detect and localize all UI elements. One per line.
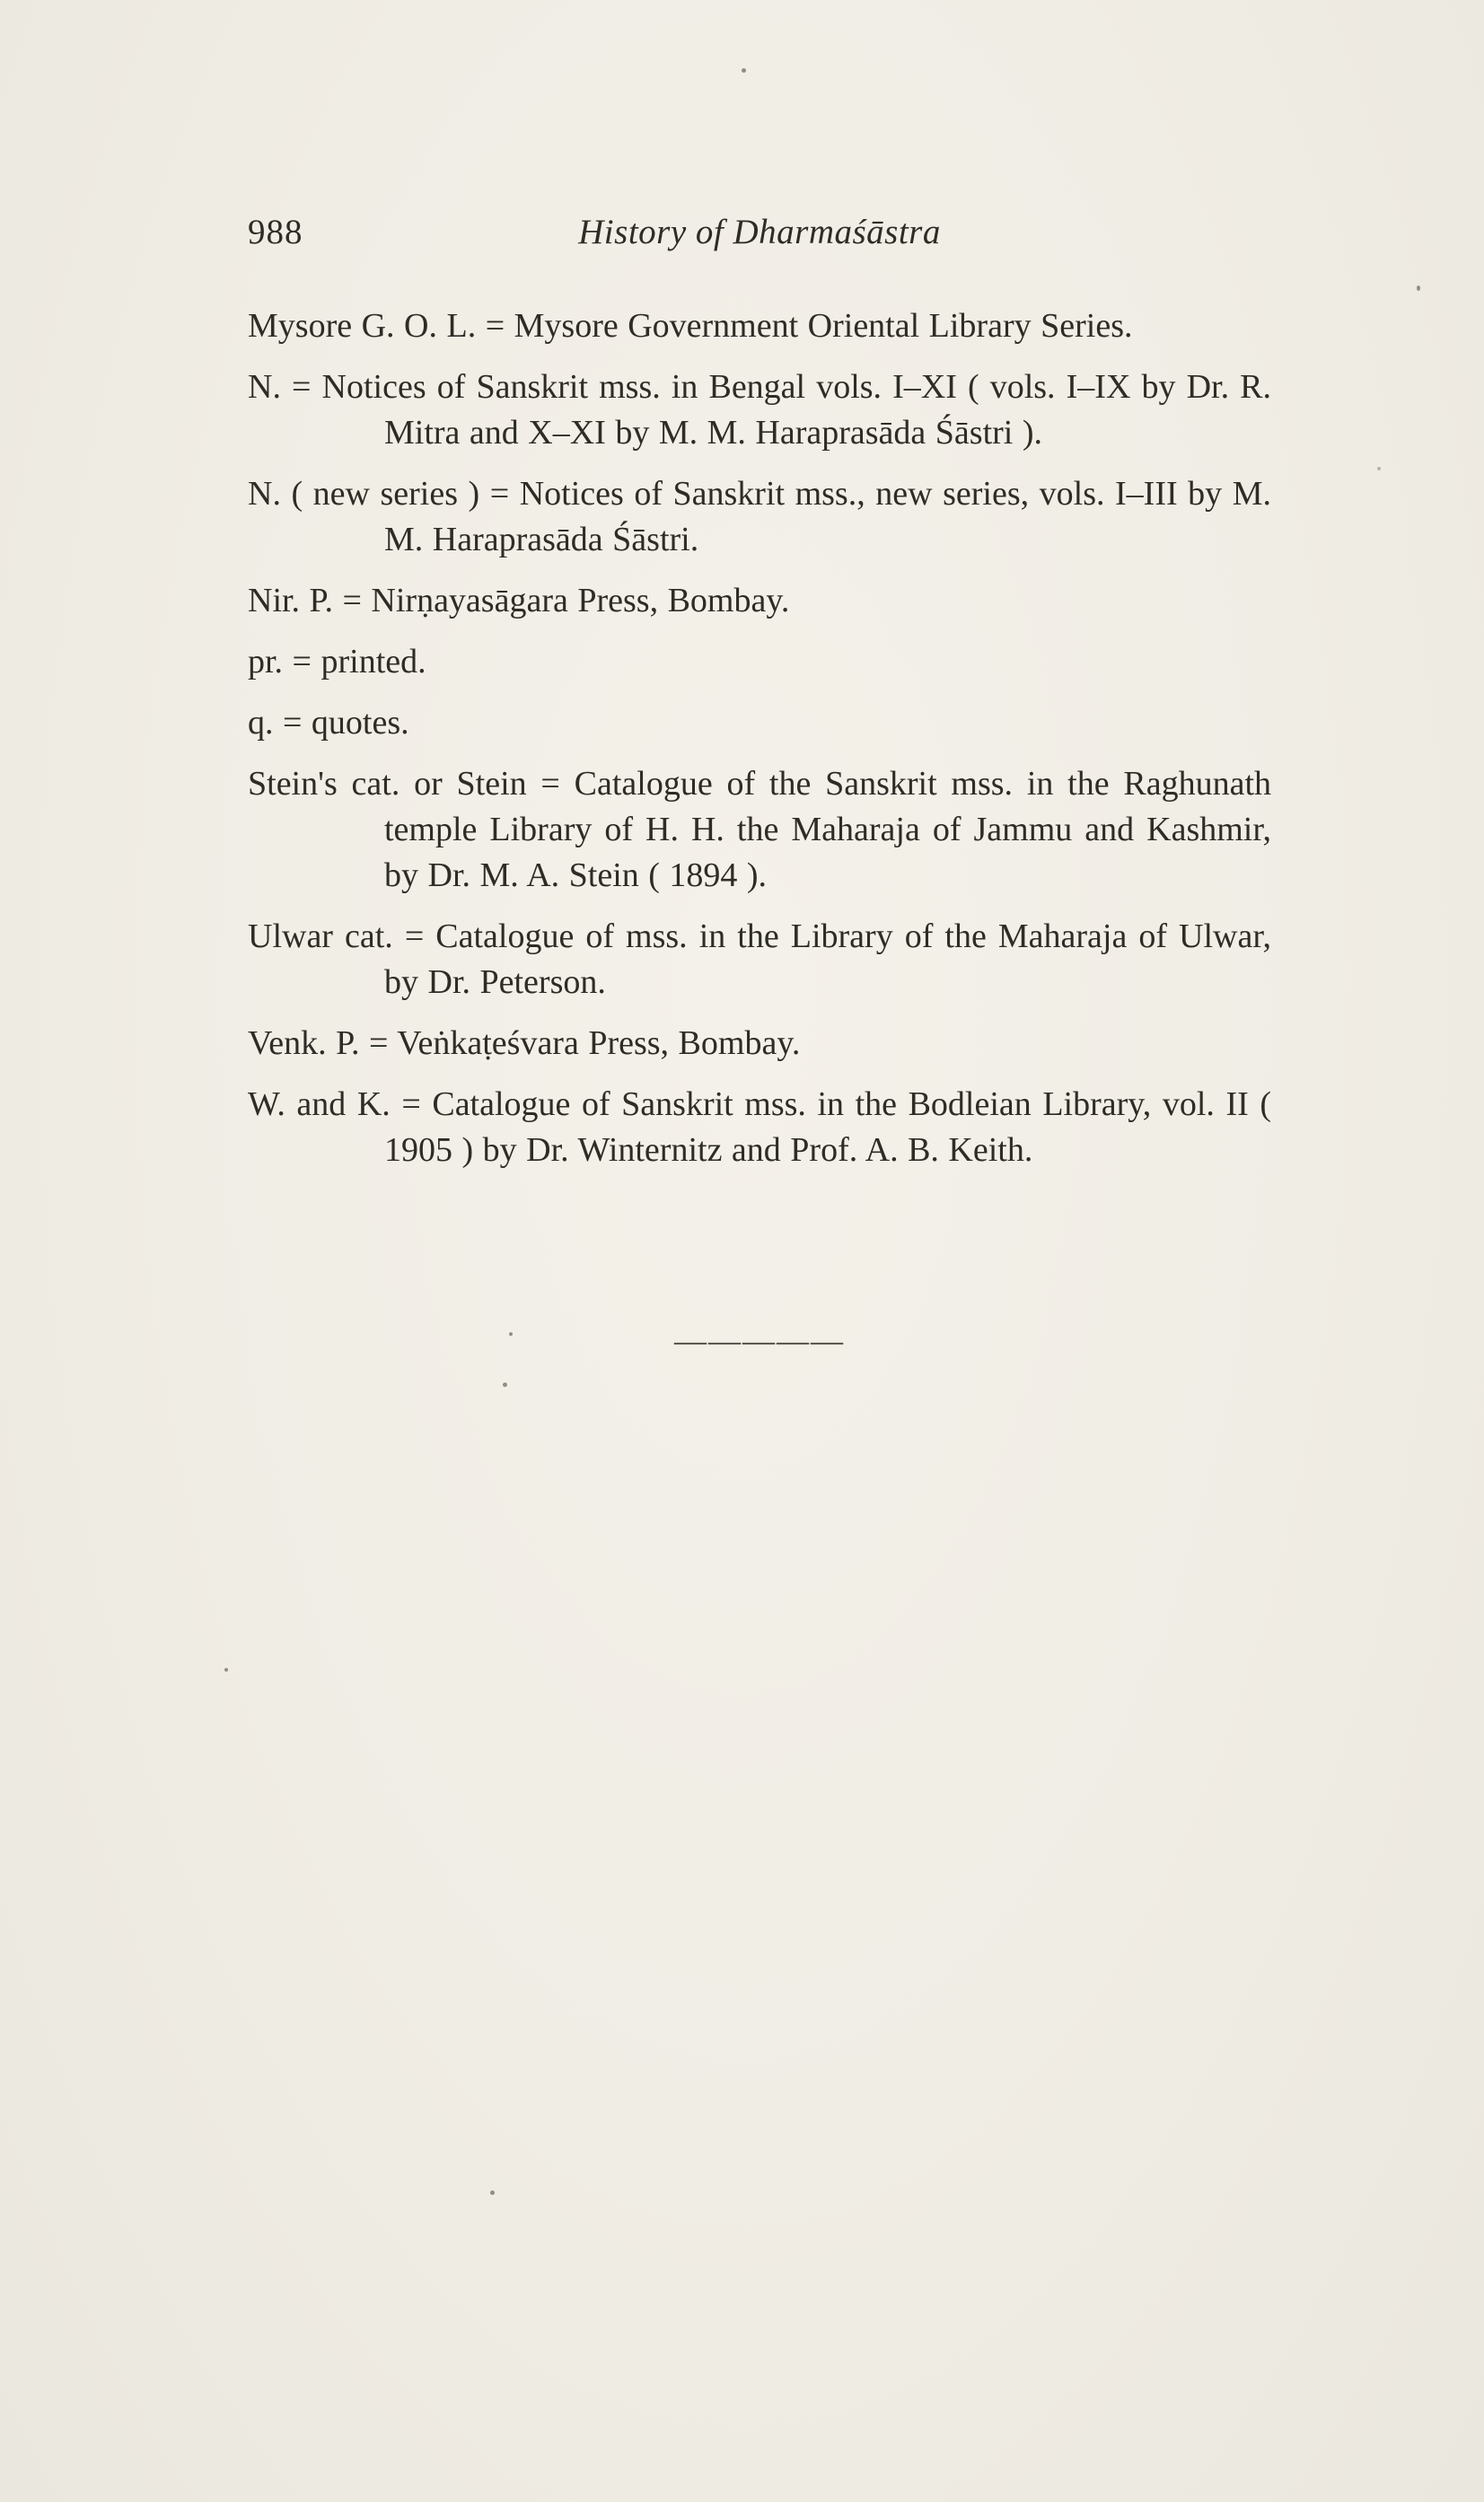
page-title: History of Dharmaśāstra [578, 213, 941, 251]
abbreviation-entry: Nir. P. = Nirṇayasāgara Press, Bombay. [248, 582, 790, 619]
page-header [248, 212, 1271, 259]
scan-speck [224, 1668, 228, 1672]
abbreviation-entry: Venk. P. = Veṅkaṭeśvara Press, Bombay. [248, 1024, 801, 1062]
scan-speck [1417, 285, 1420, 291]
scan-speck [509, 1332, 513, 1336]
abbreviation-entry: Stein's cat. or Stein = Catalogue of the Sanskrit mss. in the Raghunath temple Library of H. H. the Maharaja of Jammu and Kashmir, by Dr. M. A. Stein ( 1894 ). [248, 765, 1271, 894]
section-divider: ————— [674, 1322, 845, 1358]
abbreviation-entry: W. and K. = Catalogue of Sanskrit mss. in the Bodleian Library, vol. II ( 1905 ) by Dr. Winternitz and Prof. A. B. Keith. [248, 1085, 1271, 1169]
abbreviation-list [248, 303, 1271, 1173]
abbreviation-entry: N. = Notices of Sanskrit mss. in Bengal vols. I–XI ( vols. I–IX by Dr. R. Mitra and X–XI by M. M. Haraprasāda Śāstri ). [248, 368, 1271, 452]
abbreviation-entry: Mysore G. O. L. = Mysore Government Oriental Library Series. [248, 307, 1133, 345]
abbreviation-entry: pr. = printed. [248, 643, 426, 680]
scan-speck [742, 68, 746, 73]
text-column [248, 0, 1271, 1359]
abbreviation-entry: q. = quotes. [248, 704, 409, 742]
scan-speck [490, 2190, 495, 2195]
page-number: 988 [248, 213, 303, 251]
abbreviation-entry: N. ( new series ) = Notices of Sanskrit mss., new series, vols. I–III by M. M. Haraprasāda Śāstri. [248, 475, 1271, 558]
scan-speck [1377, 467, 1381, 470]
scan-speck [503, 1383, 507, 1387]
abbreviation-entry: Ulwar cat. = Catalogue of mss. in the Library of the Maharaja of Ulwar, by Dr. Peterson. [248, 917, 1271, 1001]
